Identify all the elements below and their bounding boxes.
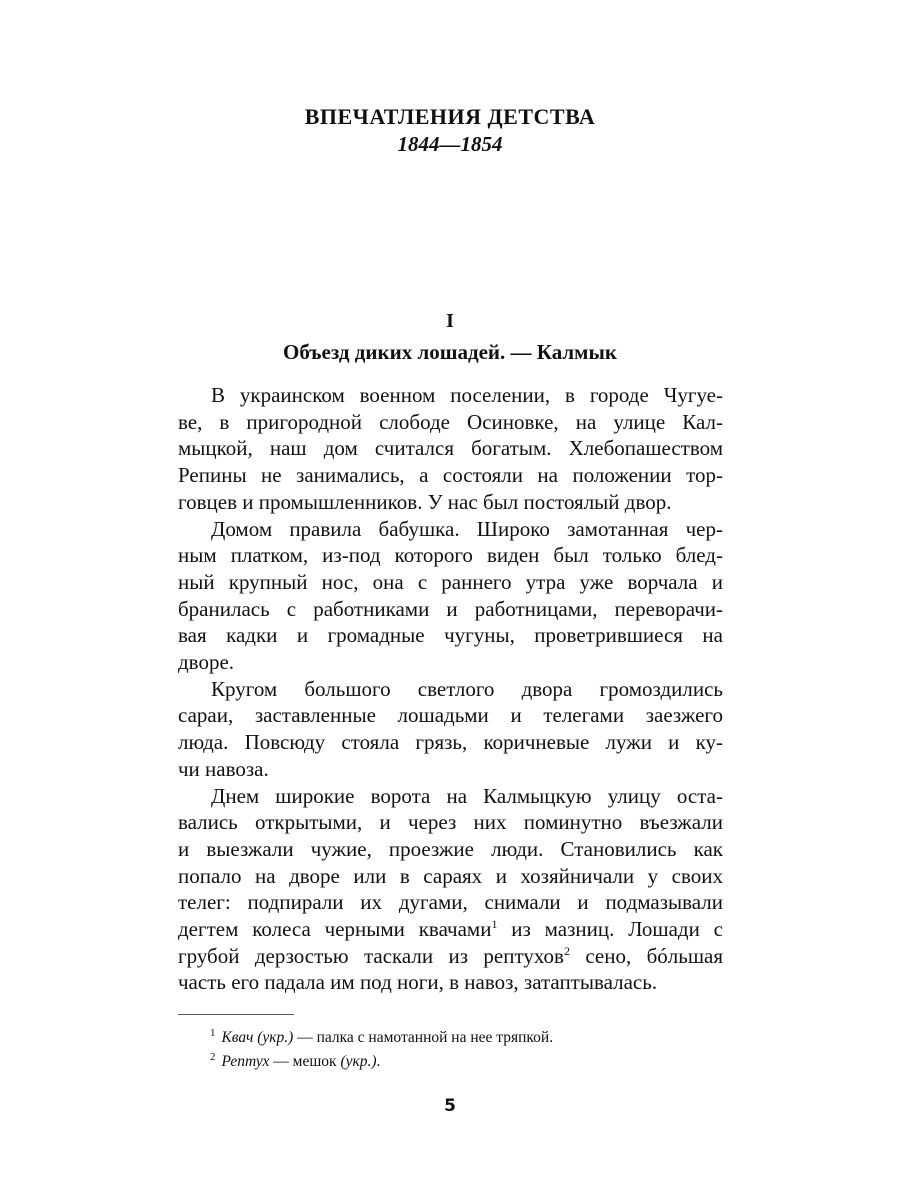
- text-line: ный крупный нос, она с раннего утра уже ворчала и: [178, 569, 723, 594]
- section-title: Объезд диких лошадей. — Калмык: [282, 340, 617, 364]
- footnote-text: — палка с намотанной на нее тряпкой.: [293, 1029, 554, 1046]
- text-line: вая кадки и громадные чугуны, проветрившиеся на: [178, 623, 723, 648]
- footnotes: [210, 1026, 730, 1074]
- text-line: Кругом большого светлого двора громоздились: [211, 676, 723, 701]
- text-line: Репины не занимались, а состояли на положении тор-: [178, 463, 723, 488]
- text-line: телег: подпирали их дугами, снимали и подмазывали: [178, 890, 723, 915]
- footnote-text: — мешок: [269, 1053, 341, 1070]
- text-fragment: дегтем колеса черными квачами: [178, 917, 492, 942]
- text-line: сараи, заставленные лошадьми и телегами заезжего: [178, 703, 723, 728]
- footnote-number: 1: [210, 1026, 216, 1039]
- footnote-term: Квач (укр.): [221, 1029, 294, 1046]
- text-line: [178, 916, 723, 943]
- text-line: вались открытыми, и через них поминутно въезжали: [178, 810, 723, 835]
- section-number: I: [446, 310, 454, 332]
- text-line: чи навоза.: [178, 756, 269, 781]
- body-text: [178, 382, 723, 996]
- text-line: люда. Повсюду стояла грязь, коричневые лужи и ку-: [178, 730, 723, 755]
- text-line: ве, в пригородной слободе Осиновке, на улице Кал-: [178, 409, 723, 434]
- text-line: бранилась с работниками и работницами, переворачи-: [178, 596, 723, 621]
- text-line: мыцкой, наш дом считался богатым. Хлебопашеством: [178, 436, 723, 461]
- text-line: Домом правила бабушка. Широко замотанная чер-: [211, 516, 723, 541]
- text-line: говцев и промышленников. У нас был постоялый двор.: [178, 489, 672, 514]
- text-fragment: грубой дерзостью таскали из рептухов: [178, 943, 564, 968]
- text-line: [178, 943, 723, 970]
- footnote-ref[interactable]: 1: [491, 917, 498, 932]
- footnote-divider: [178, 1014, 294, 1015]
- text-line: ным платком, из-под которого виден был только блед-: [178, 543, 723, 568]
- footnote-end: .: [376, 1053, 381, 1070]
- footnote: [210, 1026, 730, 1050]
- chapter-years: 1844—1854: [397, 132, 503, 156]
- footnote: [210, 1050, 730, 1074]
- text-line: В украинском военном поселении, в городе Чугуе-: [211, 383, 723, 407]
- page-number: 5: [444, 1096, 456, 1116]
- text-fragment: сено, бóльшая: [569, 943, 724, 968]
- text-line: дворе.: [178, 650, 235, 675]
- footnote-number: 2: [210, 1050, 216, 1063]
- text-line: часть его падала им под ноги, в навоз, затаптывалась.: [178, 970, 658, 995]
- text-line: Днем широкие ворота на Калмыцкую улицу оста-: [211, 783, 723, 808]
- footnote-ref[interactable]: 2: [563, 943, 570, 958]
- text-fragment: из мазниц. Лошади с: [497, 917, 723, 942]
- chapter-title: ВПЕЧАТЛЕНИЯ ДЕТСТВА: [304, 104, 596, 129]
- footnote-note: (укр.): [340, 1053, 377, 1070]
- footnote-term: Рептух: [221, 1053, 270, 1070]
- text-line: попало на дворе или в сараях и хозяйничали у своих: [178, 863, 723, 888]
- text-line: и выезжали чужие, проезжие люди. Становились как: [178, 836, 723, 861]
